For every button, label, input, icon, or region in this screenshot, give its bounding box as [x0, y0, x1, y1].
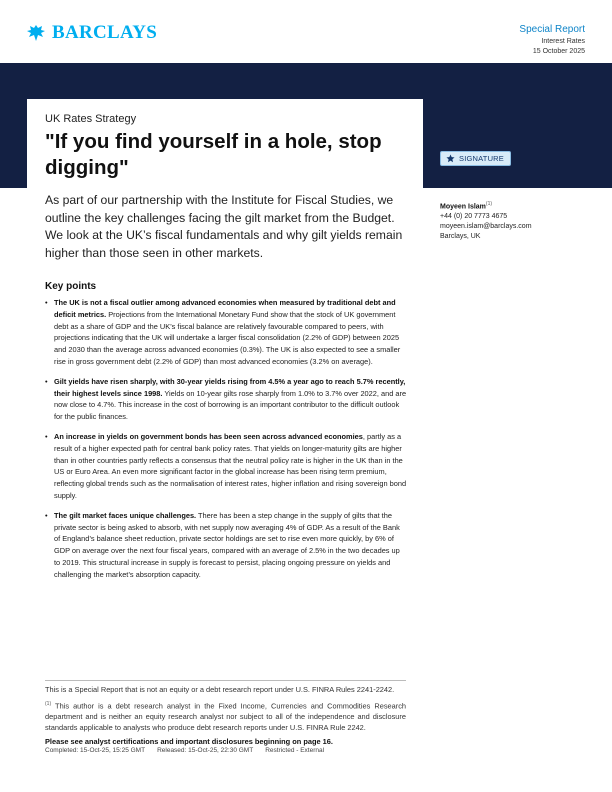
author-org: Barclays, UK [440, 233, 481, 241]
eagle-icon [26, 23, 46, 43]
disclaimer [45, 680, 406, 754]
key-point: • An increase in yields on government bonds has been seen across advanced economies, partly as a result of a higher expected path for central bank policy rates. That yields on longer-maturity gilts are higher than in other countries partly reflects a consensus that the neutral policy rate is higher in the UK than in the US or Euro Area. An even more significant factor in the global increase has been rising term premium, reflecting global trends such as the normalisation of interest rates, higher inflation and rising sovereign bond supply. [45, 431, 407, 502]
brand-name: BARCLAYS [52, 22, 158, 43]
key-point: • The UK is not a fiscal outlier among advanced economies when measured by traditional debt and deficit metrics. Projections from the International Monetary Fund show that the stock of UK government debt as a share of GDP and the UK’s fiscal balance are relatively favourable compared to peers, with projections indicating that the UK will undertake a larger fiscal consolidation (2.2% of GDP) between 2025 and 2030 than the average across advanced economies (0.3%). The UK is also expected to see a smaller rise in gross government debt (2.2% of GDP) than most advanced economies (3.2% on average). [45, 297, 407, 368]
report-topic: Interest Rates [541, 38, 585, 45]
author-email[interactable]: moyeen.islam@barclays.com [440, 223, 532, 231]
analyst-note-marker: (1) [45, 700, 52, 707]
report-meta [519, 24, 585, 55]
certifications-link[interactable]: Please see analyst certifications and important disclosures beginning on page 16. [45, 736, 333, 746]
author-phone: +44 (0) 20 7773 4675 [440, 213, 508, 221]
footer-timestamps [45, 747, 406, 754]
key-points-heading: Key points [45, 281, 97, 292]
analyst-note: $^{(1)}$ This author is a debt research analyst in the Fixed Income, Currencies and Commodities Research department and is neither an equity research analyst nor subject to all of the independence and disclosure standards applicable to analysts who produce debt research reports under U.S. FINRA Rule 2242. [45, 700, 406, 732]
key-point: • The gilt market faces unique challenges. There has been a step change in the supply of gilts that the private sector is being asked to absorb, with net supply now averaging 4% of GDP. As a result of the Bank of England’s balance sheet reduction, private sector holdings are set to rise even more quickly, by 6% of GDP on average over the next four fiscal years, compared with an average of 2.5% in the two decades up to 2019. This structural increase in supply is forecast to persist, placing ongoing pressure on yields and challenging the market’s absorption capacity. [45, 510, 407, 581]
released-time: Released: 15-Oct-25, 22:30 GMT [157, 746, 254, 754]
key-point: • Gilt yields have risen sharply, with 30-year yields rising from 4.5% a year ago to reach 5.7% recently, their highest levels since 1998. Yields on 10-year gilts rose sharply from 1.0% to 3.7% over 2022, and are now close to 4.7%. This increase in the cost of borrowing is an important contributor to the difficult outlook for the public finances. [45, 376, 407, 423]
classification: Restricted - External [265, 746, 325, 754]
badge-label: SIGNATURE [459, 154, 504, 163]
page-title: "If you find yourself in a hole, stop digging" [45, 130, 382, 179]
author-note-marker: (1) [485, 201, 493, 207]
author-block [440, 201, 600, 240]
intro-paragraph: As part of our partnership with the Institute for Fiscal Studies, we outline the key challenges facing the gilt market from the Budget. We look at the UK’s fiscal fundamentals and why gilt yields remain higher than those seen in other markets. [45, 193, 403, 260]
section-label: UK Rates Strategy [45, 113, 137, 125]
report-date: 15 October 2025 [532, 48, 585, 55]
signature-badge [440, 151, 511, 166]
barclays-logo [26, 22, 157, 44]
report-type: Special Report [519, 24, 585, 35]
finra-note: This is a Special Report that is not an equity or a debt research report under U.S. FINRA Rules 2241-2242. [45, 685, 395, 694]
key-points-list [45, 297, 407, 589]
star-icon [446, 154, 455, 163]
author-name: Moyeen Islam$^{(1)}$ [440, 201, 493, 211]
completed-time: Completed: 15-Oct-25, 15:25 GMT [45, 746, 146, 754]
